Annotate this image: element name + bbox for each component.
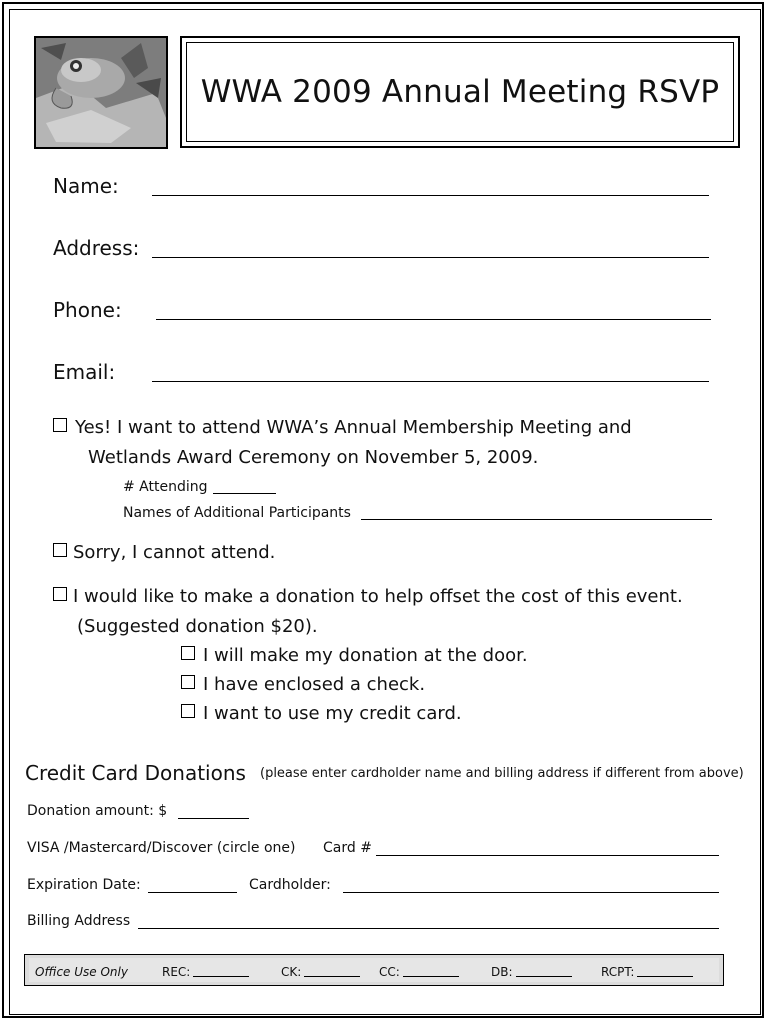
office-rec-field[interactable] <box>162 965 249 979</box>
billing-address-input-line[interactable] <box>138 928 719 929</box>
office-cc-field[interactable] <box>379 965 459 979</box>
expiration-label: Expiration Date: <box>27 877 141 893</box>
office-ck-field[interactable] <box>281 965 360 979</box>
name-label: Name: <box>53 174 119 198</box>
donation-check-text: I have enclosed a check. <box>203 674 426 695</box>
frog-photo-icon <box>36 38 166 147</box>
expiration-input-line[interactable] <box>148 892 237 893</box>
phone-input-line[interactable] <box>156 319 711 320</box>
card-number-label: Card # <box>323 840 372 856</box>
name-input-line[interactable] <box>152 195 709 196</box>
donation-door-text: I will make my donation at the door. <box>203 645 528 666</box>
rsvp-sorry-checkbox[interactable] <box>53 543 67 557</box>
attending-label: # Attending <box>123 479 208 495</box>
cardholder-label: Cardholder: <box>249 877 331 893</box>
additional-participants-label: Names of Additional Participants <box>123 505 351 521</box>
office-cc-label: CC: <box>379 965 400 979</box>
office-rcpt-field[interactable] <box>601 965 693 979</box>
rsvp-yes-text-line2: Wetlands Award Ceremony on November 5, 2009. <box>88 447 539 468</box>
address-input-line[interactable] <box>152 257 709 258</box>
donation-door-checkbox[interactable] <box>181 646 195 660</box>
page-border-inner <box>9 9 761 1015</box>
address-label: Address: <box>53 236 140 260</box>
rsvp-yes-checkbox[interactable] <box>53 418 67 432</box>
office-rec-label: REC: <box>162 965 191 979</box>
donation-card-option[interactable] <box>181 703 462 724</box>
donation-door-option[interactable] <box>181 645 528 666</box>
card-type-label: VISA /Mastercard/Discover (circle one) <box>27 840 296 856</box>
donation-checkbox[interactable] <box>53 587 67 601</box>
email-label: Email: <box>53 360 116 384</box>
office-ck-label: CK: <box>281 965 302 979</box>
additional-participants-input-line[interactable] <box>361 519 712 520</box>
donation-text: I would like to make a donation to help offset the cost of this event. <box>73 586 683 607</box>
credit-card-heading: Credit Card Donations <box>25 761 246 785</box>
billing-address-label: Billing Address <box>27 913 131 929</box>
donation-amount-label: Donation amount: $ <box>27 803 168 819</box>
card-number-input-line[interactable] <box>376 855 719 856</box>
rsvp-yes-option[interactable] <box>53 417 632 438</box>
page-title: WWA 2009 Annual Meeting RSVP <box>200 74 720 110</box>
donation-amount-input-line[interactable] <box>178 818 249 819</box>
donation-check-option[interactable] <box>181 674 425 695</box>
credit-card-note: (please enter cardholder name and billing address if different from above) <box>260 766 744 781</box>
office-rcpt-label: RCPT: <box>601 965 635 979</box>
donation-card-text: I want to use my credit card. <box>203 703 462 724</box>
rsvp-sorry-text: Sorry, I cannot attend. <box>73 542 276 563</box>
office-db-label: DB: <box>491 965 513 979</box>
attending-input-line[interactable] <box>213 493 276 494</box>
frog-photo <box>34 36 168 149</box>
donation-option[interactable] <box>53 586 683 607</box>
rsvp-sorry-option[interactable] <box>53 542 275 563</box>
phone-label: Phone: <box>53 298 122 322</box>
office-use-box <box>24 954 724 986</box>
donation-text-line2: (Suggested donation $20). <box>77 616 318 637</box>
office-use-label: Office Use Only <box>35 965 128 979</box>
rsvp-yes-text: Yes! I want to attend WWA’s Annual Membership Meeting and <box>75 417 632 438</box>
email-input-line[interactable] <box>152 381 709 382</box>
title-box <box>180 36 740 148</box>
office-db-field[interactable] <box>491 965 572 979</box>
donation-check-checkbox[interactable] <box>181 675 195 689</box>
donation-card-checkbox[interactable] <box>181 704 195 718</box>
cardholder-input-line[interactable] <box>343 892 719 893</box>
